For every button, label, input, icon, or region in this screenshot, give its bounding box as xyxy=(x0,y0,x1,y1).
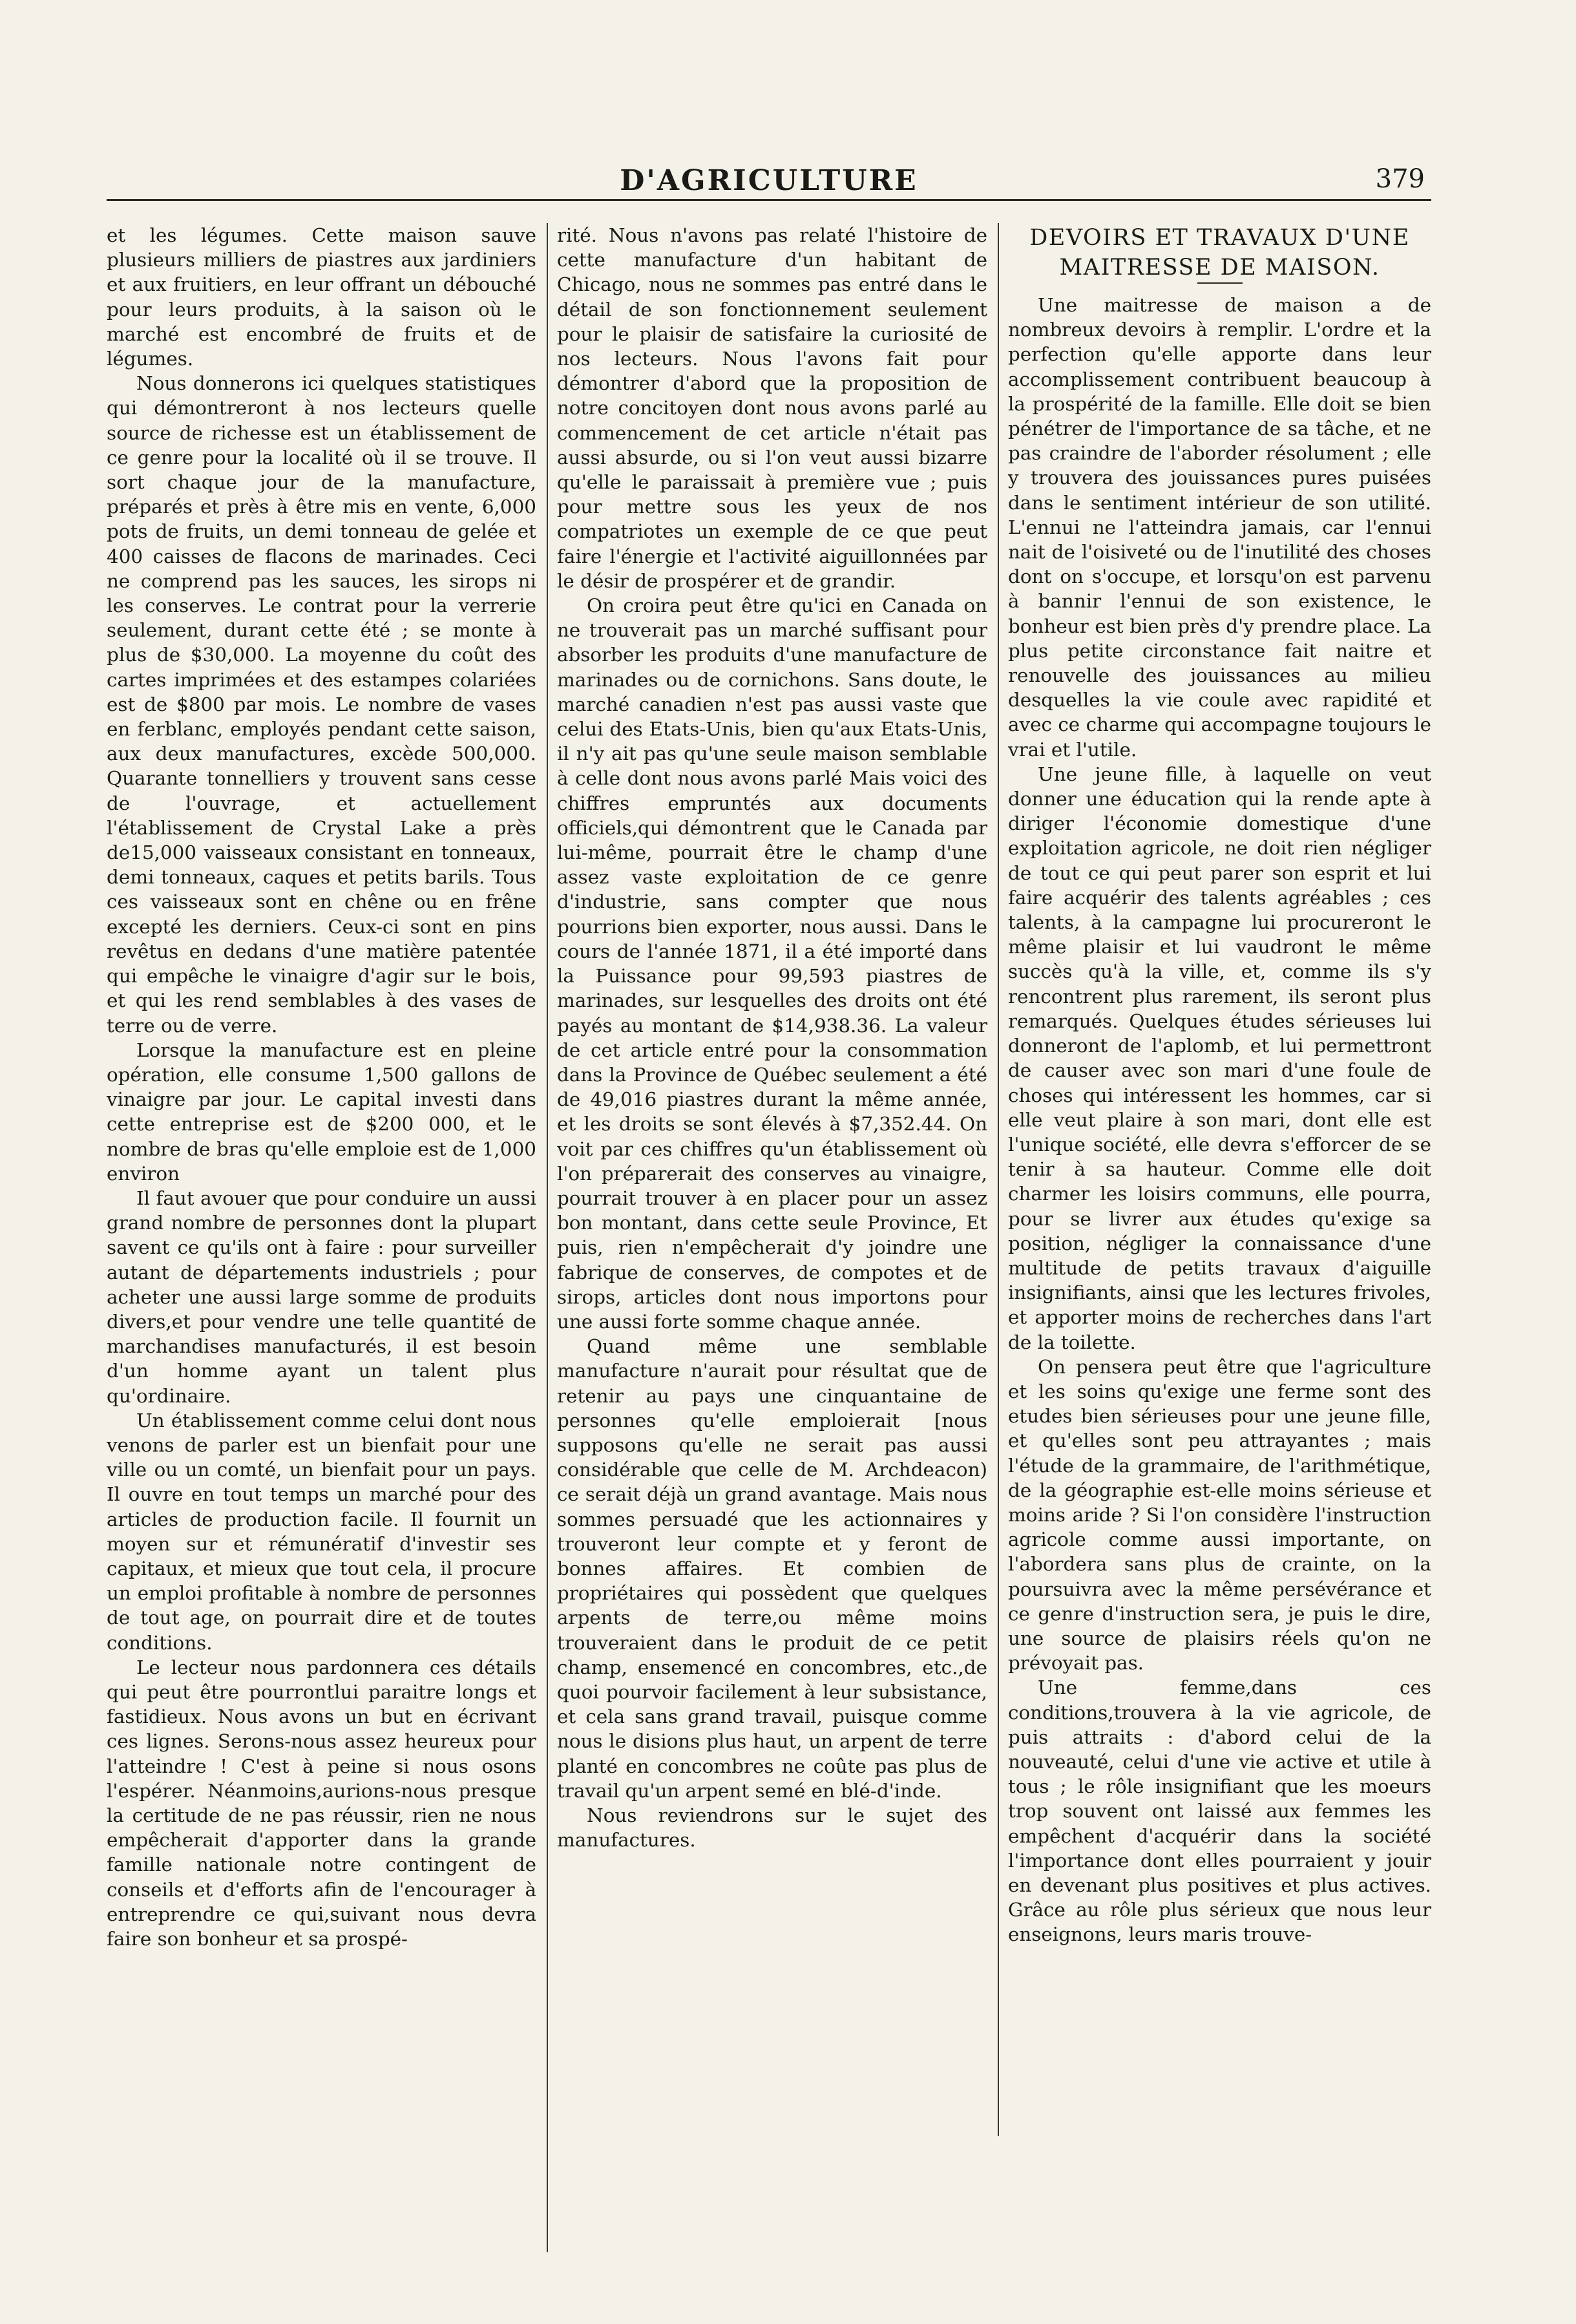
paragraph: On croira peut être qu'ici en Canada on ne trouverait pas un marché suffisant pour absorber les produits d'une manufacture de marinades ou de cornichons. Sans doute, le marché canadien n'est pas aussi vaste que celui des Etats-Unis, bien qu'aux Etats-Unis, il n'y ait pas qu'une seule maison semblable à celle dont nous avons parlé Mais voici des chiffres empruntés aux documents officiels,qui démontrent que le Canada par lui-même, pourrait être le champ d'une assez vaste exploitation de ce genre d'industrie, sans compter que nous pourrions bien exporter, nous aussi. Dans le cours de l'année 1871, il a été importé dans la Puissance pour 99,593 piastres de marinades, sur lesquelles des droits ont été payés au montant de $14,938.36. La valeur de cet article entré pour la consommation dans la Province de Québec seulement a été de 49,016 piastres durant la même année, et les droits se sont élevés à $7,352.44. On voit par ces chiffres qu'un établissement où l'on préparerait des conserves au vinaigre, pourrait trouver à en placer pour un assez bon montant, dans cette seule Province, Et puis, rien n'empêcherait d'y joindre une fabrique de conserves, de compotes et de sirops, articles dont nous importons pour une aussi forte somme chaque année. xyxy=(557,595,987,1333)
page-header xyxy=(107,147,1431,201)
title-divider xyxy=(1197,282,1243,284)
column-middle xyxy=(557,223,987,1852)
column-right xyxy=(1008,223,1431,1947)
paragraph: Il faut avouer que pour conduire un aussi grand nombre de personnes dont la plupart savent ce qu'ils ont à faire : pour surveiller autant de départements industriels ; pour acheter une aussi large somme de produits divers,et pour vendre une telle quantité de marchandises manufacturés, il est besoin d'un homme ayant un talent plus qu'ordinaire. xyxy=(107,1187,536,1407)
running-title: D'AGRICULTURE xyxy=(620,164,918,197)
paragraph: et les légumes. Cette maison sauve plusieurs milliers de piastres aux jardiniers et aux fruitiers, en leur offrant un débouché pour leurs produits, à la saison où le marché est encombré de fruits et de légumes. xyxy=(107,224,536,370)
paragraph: Nous reviendrons sur le sujet des manufactures. xyxy=(557,1804,987,1852)
column-left xyxy=(107,223,536,1951)
paragraph: Le lecteur nous pardonnera ces détails qui peut être pourrontlui paraitre longs et fastidieux. Nous avons un but en écrivant ces lignes. Serons-nous assez heureux pour l'atteindre ! C'est à peine si nous osons l'espérer. Néanmoins,aurions-nous presque la certitude de ne pas réussir, rien ne nous empêcherait d'apporter dans la grande famille nationale notre contingent de conseils et d'efforts afin de l'encourager à entreprendre ce qui,suivant nous devra faire son bonheur et sa prospé- xyxy=(107,1656,536,1950)
paragraph: rité. Nous n'avons pas relaté l'histoire de cette manufacture d'un habitant de Chicago, nous ne sommes pas entré dans le détail de son fonctionnement seulement pour le plaisir de satisfaire la curiosité de nos lecteurs. Nous l'avons fait pour démontrer d'abord que la proposition de notre concitoyen dont nous avons parlé au commencement de cet article n'était pas aussi absurde, ou si l'on veut aussi bizarre qu'elle le paraissait à première vue ; puis pour mettre sous les yeux de nos compatriotes un exemple de ce que peut faire l'énergie et l'activité aiguillonnées par le désir de prospérer et de grandir. xyxy=(557,224,987,592)
paragraph: Une femme,dans ces conditions,trouvera à la vie agricole, de puis attraits : d'abord celui de la nouveauté, celui d'une vie active et utile à tous ; le rôle insignifiant que les moeurs trop souvent ont laissé aux femmes les empêchent d'acquérir dans la société l'importance dont elles pourraient y jouir en devenant plus positives et plus actives. Grâce au rôle plus sérieux que nous leur enseignons, leurs maris trouve- xyxy=(1008,1676,1431,1946)
page-number: 379 xyxy=(1375,164,1425,194)
paragraph: On pensera peut être que l'agriculture et les soins qu'exige une ferme sont des etudes bien sérieuses pour une jeune fille, et qu'elles sont peu attrayantes ; mais l'étude de la grammaire, de l'arithmétique, de la géographie est-elle moins sérieuse et moins aride ? Si l'on considère l'instruction agricole comme aussi importante, on l'abordera sans plus de crainte, on la poursuivra avec la même persévérance et ce genre d'instruction sera, je puis le dire, une source de plaisirs réels qu'on ne prévoyait pas. xyxy=(1008,1355,1431,1674)
paragraph: Une jeune fille, à laquelle on veut donner une éducation qui la rende apte à diriger l'économie domestique d'une exploitation agricole, ne doit rien négliger de tout ce qui peut parer son esprit et lui faire acquérir des talents agréables ; ces talents, à la campagne lui procureront le même plaisir et lui vaudront le même succès qu'à la ville, et, comme ils s'y rencontrent plus rarement, ils seront plus remarqués. Quelques études sérieuses lui donneront de l'aplomb, et lui permettront de causer avec son mari d'une foule de choses qui intéressent les hommes, car si elle veut plaire à son mari, dont elle est l'unique société, elle devra s'efforcer de se tenir à sa hauteur. Comme elle doit charmer les loisirs communs, elle pourra, pour se livrer aux études qu'exige sa position, négliger la connaissance d'une multitude de petits travaux d'aiguille insignifiants, ainsi que les lectures frivoles, et apporter moins de recherches dans l'art de la toilette. xyxy=(1008,763,1431,1353)
paragraph: Nous donnerons ici quelques statistiques qui démontreront à nos lecteurs quelle source de richesse est un établissement de ce genre pour la localité où il se trouve. Il sort chaque jour de la manufacture, préparés et près à être mis en vente, 6,000 pots de fruits, un demi tonneau de gelée et 400 caisses de flacons de marinades. Ceci ne comprend pas les sauces, les sirops ni les conserves. Le contrat pour la verrerie seulement, durant cette été ; se monte à plus de $30,000. La moyenne du coût des cartes imprimées et des estampes colariées est de $800 par mois. Le nombre de vases en ferblanc, employés pendant cette saison, aux deux manufactures, excède 500,000. Quarante tonnelliers y trouvent sans cesse de l'ouvrage, et actuellement l'établissement de Crystal Lake a près de15,000 vaisseaux consistant en tonneaux, demi tonneaux, caques et petits barils. Tous ces vaisseaux sont en chêne ou en frêne excepté les derniers. Ceux-ci sont en pins revêtus en dedans d'une matière patentée qui empêche le vinaigre d'agir sur le bois, et qui les rend semblables à des vases de terre ou de verre. xyxy=(107,372,536,1037)
column-rule-right xyxy=(998,223,999,2136)
paragraph: Lorsque la manufacture est en pleine opération, elle consume 1,500 gallons de vinaigre par jour. Le capital investi dans cette entreprise est de $200 000, et le nombre de bras qu'elle emploie est de 1,000 environ xyxy=(107,1039,536,1185)
column-rule-left xyxy=(547,223,548,2252)
paragraph: Quand même une semblable manufacture n'aurait pour résultat que de retenir au pays une cinquantaine de personnes qu'elle emploierait [nous supposons qu'elle ne serait pas aussi considérable que celle de M. Archdeacon) ce serait déjà un grand avantage. Mais nous sommes persuadé que les actionnaires y trouveront leur compte et y feront de bonnes affaires. Et combien de propriétaires qui possèdent que quelques arpents de terre,ou même moins trouveraient dans le produit de ce petit champ, ensemencé en concombres, etc.,de quoi pourvoir facilement à leur subsistance, et cela sans grand travail, puisque comme nous le disions plus haut, un arpent de terre planté en concombres ne coûte pas plus de travail qu'un arpent semé en blé-d'inde. xyxy=(557,1335,987,1802)
article-title: DEVOIRS ET TRAVAUX D'UNE MAITRESSE DE MAISON. xyxy=(1029,225,1410,280)
paragraph: Une maitresse de maison a de nombreux devoirs à remplir. L'ordre et la perfection qu'elle apporte dans leur accomplissement contribuent beaucoup à la prospérité de la famille. Elle doit se bien pénétrer de l'importance de sa tâche, et ne pas craindre de l'aborder résolument ; elle y trouvera des jouissances pures puisées dans le sentiment intérieur de son utilité. L'ennui ne l'atteindra jamais, car l'ennui nait de l'oisiveté ou de l'inutilité des choses dont on s'occupe, et lorsqu'on est parvenu à bannir l'ennui de son existence, le bonheur est bien près d'y prendre place. La plus petite circonstance fait naitre et renouvelle des jouissances au milieu desquelles la vie coule avec rapidité et avec ce charme qui accompagne toujours le vrai et l'utile. xyxy=(1008,294,1431,761)
paragraph: Un établissement comme celui dont nous venons de parler est un bienfait pour une ville ou un comté, un bienfait pour un pays. Il ouvre en tout temps un marché pour des articles de production facile. Il fournit un moyen sur et rémunératif d'investir ses capitaux, et mieux que tout cela, il procure un emploi profitable à nombre de personnes de tout age, on pourrait dire et de toutes conditions. xyxy=(107,1409,536,1654)
